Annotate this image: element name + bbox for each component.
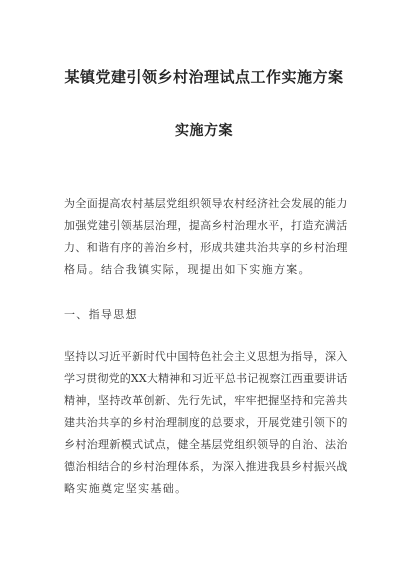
- document-subtitle: 实施方案: [175, 123, 233, 139]
- intro-line: 加强党建引领基层治理，提高乡村治理水平，打造充满活: [64, 219, 348, 232]
- document-title: 某镇党建引领乡村治理试点工作实施方案: [64, 68, 344, 86]
- section1-line: 精神，坚持改革创新、先行先试，牢牢把握坚持和完善共: [64, 394, 348, 407]
- intro-line: 为全面提高农村基层党组织领导农村经济社会发展的能力: [64, 197, 348, 210]
- section1-line: 乡村治理新模式试点，健全基层党组织领导的自治、法治: [64, 438, 348, 451]
- section1-line: 坚持以习近平新时代中国特色社会主义思想为指导，深入: [64, 350, 348, 363]
- section1-line: 学习贯彻党的XX大精神和习近平总书记视察江西重要讲话: [64, 372, 348, 385]
- section1-line: 建共治共享的乡村治理制度的总要求，开展党建引领下的: [64, 416, 348, 429]
- section1-line: 德治相结合的乡村治理体系，为深入推进我县乡村振兴战: [64, 460, 348, 473]
- intro-line: 力、和谐有序的善治乡村，形成共建共治共享的乡村治理: [64, 241, 348, 254]
- intro-line: 格局。结合我镇实际，现提出如下实施方案。: [64, 263, 311, 276]
- section1-line: 略实施奠定坚实基础。: [64, 482, 188, 495]
- section-heading: 一、指导思想: [64, 308, 138, 321]
